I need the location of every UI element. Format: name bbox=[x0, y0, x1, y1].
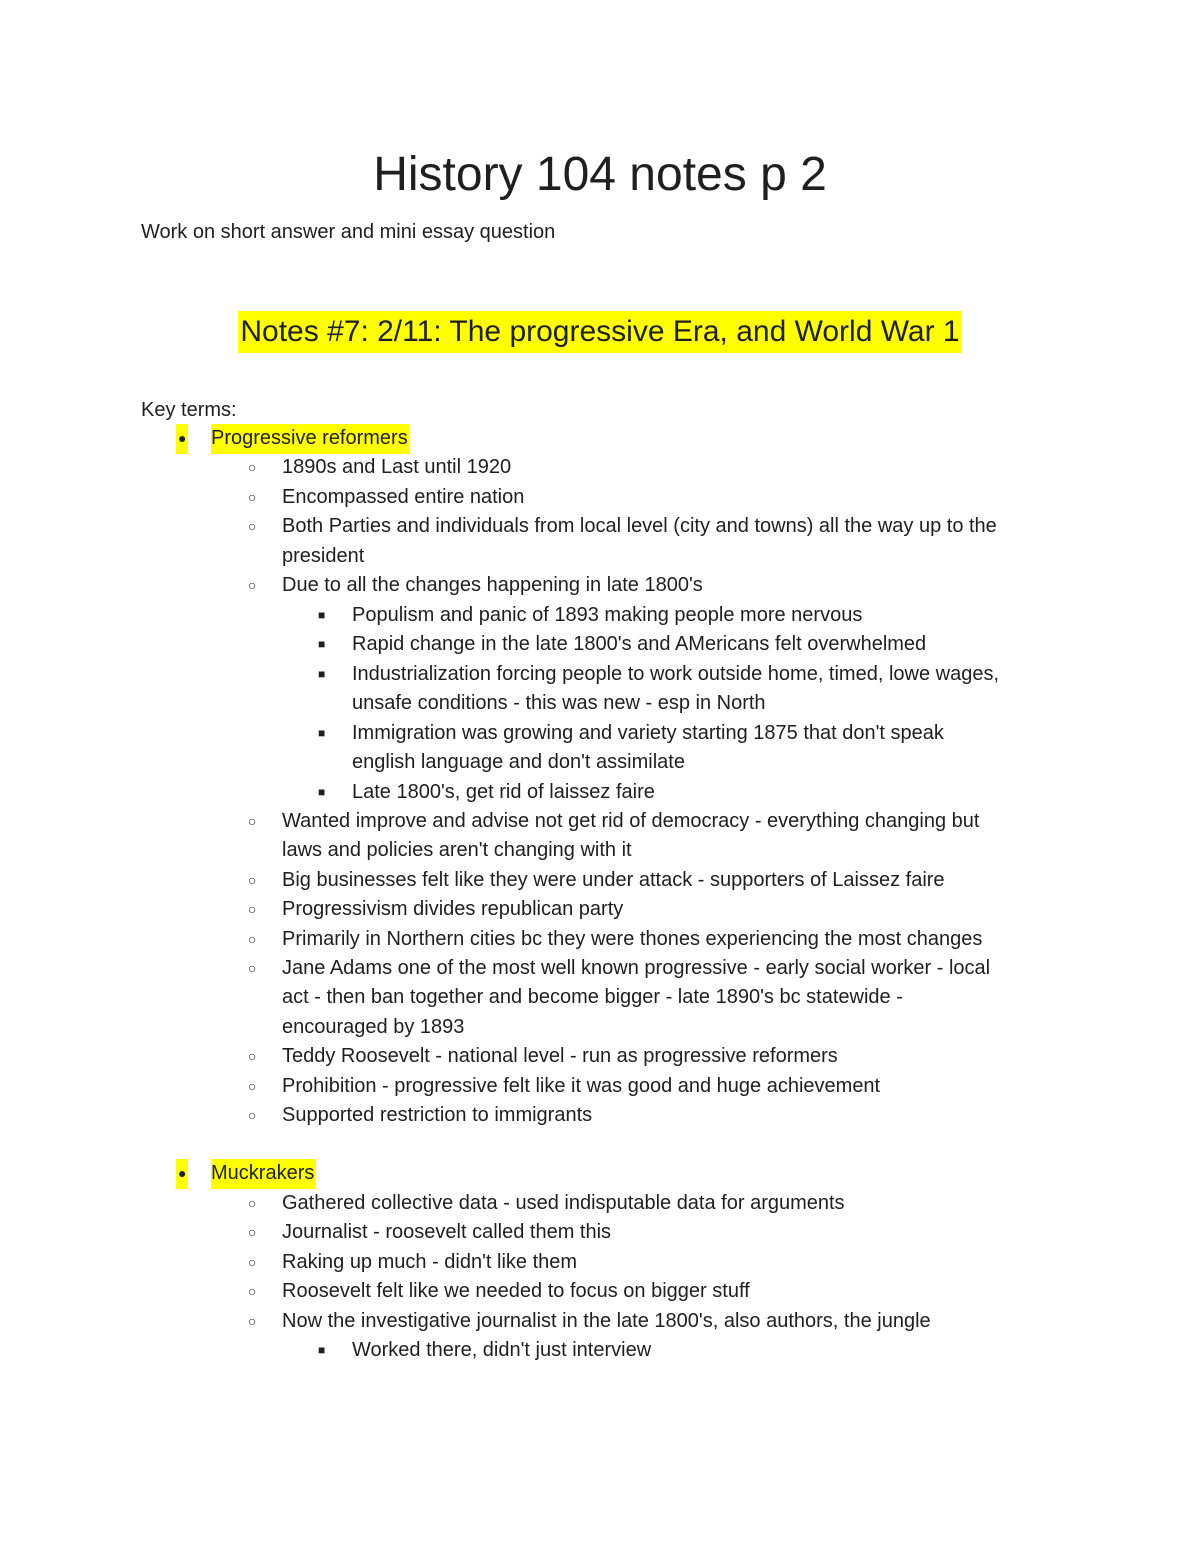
bullet-square-icon: ■ bbox=[318, 785, 326, 799]
list-item: Journalist - roosevelt called them this bbox=[282, 1221, 612, 1243]
bullet-circle-icon: ○ bbox=[248, 1107, 257, 1123]
list-item: Populism and panic of 1893 making people more nervous bbox=[352, 604, 863, 626]
key-terms-label: Key terms: bbox=[141, 399, 237, 421]
bullet-dot-icon: ● bbox=[176, 1159, 188, 1189]
list-item: Due to all the changes happening in late 1800's bbox=[282, 574, 703, 596]
bullet-circle-icon: ○ bbox=[248, 459, 257, 475]
list-item: Big businesses felt like they were under attack - supporters of Laissez faire bbox=[282, 869, 945, 891]
term-muckrakers: Muckrakers bbox=[211, 1159, 316, 1189]
bullet-circle-icon: ○ bbox=[248, 931, 257, 947]
list-item: Raking up much - didn't like them bbox=[282, 1251, 578, 1273]
section-heading: Notes #7: 2/11: The progressive Era, and World War 1 bbox=[238, 311, 961, 353]
bullet-circle-icon: ○ bbox=[248, 1254, 257, 1270]
list-item: Both Parties and individuals from local level (city and towns) all the way up to the bbox=[282, 515, 997, 537]
list-item: Roosevelt felt like we needed to focus on bigger stuff bbox=[282, 1280, 750, 1302]
bullet-circle-icon: ○ bbox=[248, 960, 257, 976]
bullet-circle-icon: ○ bbox=[248, 1048, 257, 1064]
bullet-circle-icon: ○ bbox=[248, 1283, 257, 1299]
bullet-circle-icon: ○ bbox=[248, 518, 257, 534]
list-item: Industrialization forcing people to work outside home, timed, lowe wages, bbox=[352, 663, 1000, 685]
bullet-circle-icon: ○ bbox=[248, 1195, 257, 1211]
list-item: Wanted improve and advise not get rid of democracy - everything changing but bbox=[282, 810, 980, 832]
bullet-square-icon: ■ bbox=[318, 637, 326, 651]
bullet-dot-icon: ● bbox=[176, 424, 188, 454]
list-item: Primarily in Northern cities bc they were thones experiencing the most changes bbox=[282, 928, 983, 950]
list-item-continuation: unsafe conditions - this was new - esp in North bbox=[352, 692, 766, 714]
list-item-continuation: laws and policies aren't changing with it bbox=[282, 839, 632, 861]
section-heading-wrap bbox=[0, 311, 1200, 353]
bullet-circle-icon: ○ bbox=[248, 1224, 257, 1240]
bullet-circle-icon: ○ bbox=[248, 813, 257, 829]
list-item-continuation: encouraged by 1893 bbox=[282, 1016, 465, 1038]
bullet-square-icon: ■ bbox=[318, 667, 326, 681]
list-item: Teddy Roosevelt - national level - run as progressive reformers bbox=[282, 1045, 838, 1067]
list-item: Jane Adams one of the most well known progressive - early social worker - local bbox=[282, 957, 991, 979]
bullet-circle-icon: ○ bbox=[248, 1078, 257, 1094]
list-item-continuation: english language and don't assimilate bbox=[352, 751, 685, 773]
document-title: History 104 notes p 2 bbox=[373, 148, 827, 201]
list-item: Progressivism divides republican party bbox=[282, 898, 624, 920]
list-item: Gathered collective data - used indisputable data for arguments bbox=[282, 1192, 845, 1214]
list-item: Worked there, didn't just interview bbox=[352, 1339, 652, 1361]
bullet-circle-icon: ○ bbox=[248, 577, 257, 593]
bullet-square-icon: ■ bbox=[318, 608, 326, 622]
list-item: Late 1800's, get rid of laissez faire bbox=[352, 781, 655, 803]
list-item: Now the investigative journalist in the late 1800's, also authors, the jungle bbox=[282, 1310, 931, 1332]
list-item: Supported restriction to immigrants bbox=[282, 1104, 593, 1126]
bullet-circle-icon: ○ bbox=[248, 901, 257, 917]
bullet-square-icon: ■ bbox=[318, 726, 326, 740]
list-item: Immigration was growing and variety starting 1875 that don't speak bbox=[352, 722, 944, 744]
list-item: Encompassed entire nation bbox=[282, 486, 525, 508]
list-item-continuation: act - then ban together and become bigger - late 1890's bc statewide - bbox=[282, 986, 903, 1008]
list-item: Rapid change in the late 1800's and AMericans felt overwhelmed bbox=[352, 633, 927, 655]
bullet-circle-icon: ○ bbox=[248, 1313, 257, 1329]
list-item: Prohibition - progressive felt like it was good and huge achievement bbox=[282, 1075, 881, 1097]
term-progressive-reformers: Progressive reformers bbox=[211, 424, 410, 454]
document-subtitle: Work on short answer and mini essay question bbox=[141, 221, 556, 243]
bullet-circle-icon: ○ bbox=[248, 872, 257, 888]
bullet-circle-icon: ○ bbox=[248, 489, 257, 505]
list-item-continuation: president bbox=[282, 545, 365, 567]
list-item: 1890s and Last until 1920 bbox=[282, 456, 512, 478]
bullet-square-icon: ■ bbox=[318, 1343, 326, 1357]
